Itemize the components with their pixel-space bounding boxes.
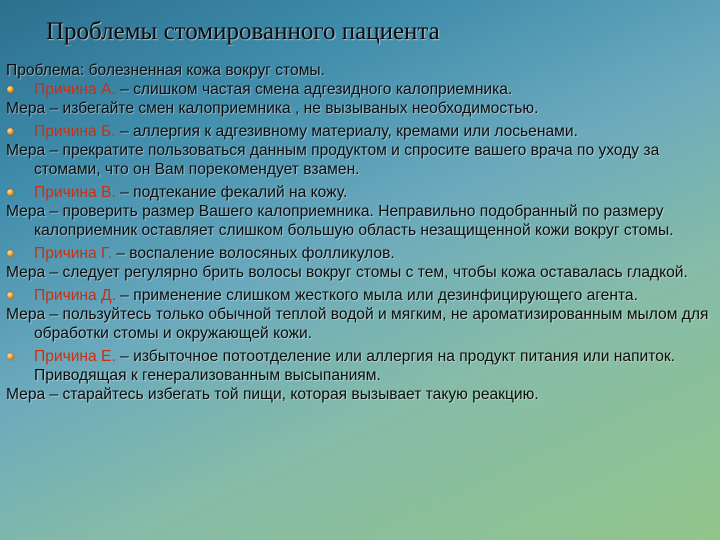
bullet-icon [7,189,14,196]
bullet-icon [7,353,14,360]
measure-e: Мера – старайтесь избегать той пищи, которая вызывает такую реакцию. [6,386,539,403]
reason-text: – избыточное потоотделение или аллергия на продукт питания или напиток. Приводящая к генерализованным высыпаниям. [34,348,676,384]
reason-text: – подтекание фекалий на кожу. [115,184,348,201]
reason-label: Причина В. [34,184,116,201]
reason-g [6,244,714,263]
bullet-icon [7,292,14,299]
measure-d: Мера – пользуйтесь только обычной теплой водой и мягким, не ароматизированным мылом для обработки стомы и окружающей кожи. [6,306,709,342]
reason-label: Причина Г. [34,245,112,262]
measure-b: Мера – прекратите пользоваться данным продуктом и спросите вашего врача по уходу за стомами, что он Вам порекомендует взамен. [6,142,660,178]
reason-text: – применение слишком жесткого мыла или дезинфицирующего агента. [115,287,638,304]
reason-label: Причина Д. [34,287,116,304]
bullet-icon [7,86,14,93]
measure-v: Мера – проверить размер Вашего калоприемника. Неправильно подобранный по размеру калоприемник оставляет слишком большую область незащищенной кожи вокруг стомы. [6,203,674,239]
reason-v [6,183,714,202]
slide-content [6,61,714,404]
reason-label: Причина А. [34,81,116,98]
measure-g: Мера – следует регулярно брить волосы вокруг стомы с тем, чтобы кожа оставалась гладкой. [6,264,688,281]
reason-e [6,347,714,385]
measure-a: Мера – избегайте смен калоприемника , не вызываных необходимостью. [6,100,539,117]
reason-d [6,286,714,305]
reason-label: Причина Б. [34,123,116,140]
reason-b [6,122,714,141]
bullet-icon [7,128,14,135]
problem-line: Проблема: болезненная кожа вокруг стомы. [6,62,325,79]
slide-title: Проблемы стомированного пациента [46,18,440,45]
reason-text: – аллергия к адгезивному материалу, кремами или лосьенами. [115,123,578,140]
reason-label: Причина Е. [34,348,116,365]
reason-text: – воспаление волосяных фолликулов. [111,245,395,262]
reason-a [6,80,714,99]
reason-text: – слишком частая смена адгезидного калоприемника. [115,81,513,98]
bullet-icon [7,250,14,257]
